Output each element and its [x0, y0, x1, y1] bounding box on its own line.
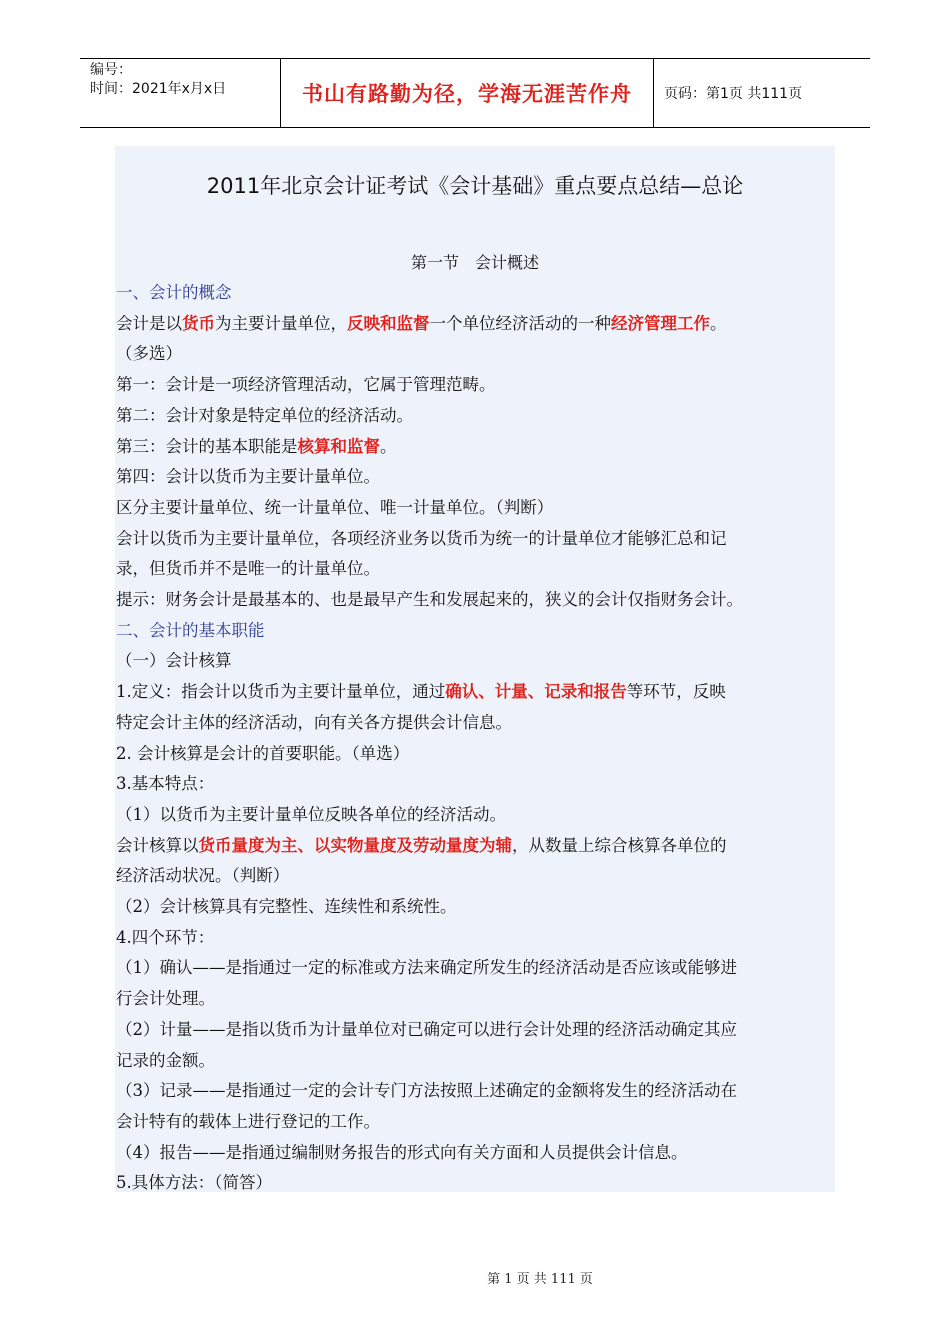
document-title: 2011年北京会计证考试《会计基础》重点要点总结—总论 [206, 174, 744, 198]
header-page-info: 页码：第1页 共111页 [664, 86, 803, 102]
paragraph: 第二：会计对象是特定单位的经济活动。 [116, 405, 413, 425]
paragraph: 3.基本特点： [116, 774, 215, 794]
page-footer: 第 1 页 共 111 页 [487, 1272, 593, 1287]
paragraph: 提示：财务会计是最基本的、也是最早产生和发展起来的，狭义的会计仅指财务会计。 [116, 590, 743, 610]
paragraph: 会计特有的载体上进行登记的工作。 [116, 1111, 380, 1131]
paragraph: 会计是以货币为主要计量单位，反映和监督一个单位经济活动的一种经济管理工作。 [116, 313, 727, 333]
paragraph: （多选） [116, 344, 182, 364]
heading-concept: 一、会计的概念 [116, 283, 232, 302]
paragraph: （2）计量——是指以货币为计量单位对已确定可以进行会计处理的经济活动确定其应 [116, 1019, 737, 1039]
paragraph: 记录的金额。 [116, 1050, 215, 1070]
paragraph: 经济活动状况。（判断） [116, 866, 290, 886]
heading-functions: 二、会计的基本职能 [116, 620, 265, 640]
paragraph: 第三：会计的基本职能是核算和监督。 [116, 436, 397, 456]
number-label: 编号： [90, 62, 132, 78]
document-body [115, 146, 835, 1192]
paragraph: 会计核算以货币量度为主、以实物量度及劳动量度为辅，从数量上综合核算各单位的 [116, 835, 727, 855]
paragraph: 第一：会计是一项经济管理活动，它属于管理范畴。 [116, 375, 496, 395]
paragraph: 1.定义：指会计以货币为主要计量单位，通过确认、计量、记录和报告等环节，反映 [116, 682, 726, 702]
paragraph: 录，但货币并不是唯一的计量单位。 [116, 559, 380, 579]
paragraph: 2. 会计核算是会计的首要职能。（单选） [116, 743, 410, 763]
paragraph: 行会计处理。 [116, 989, 215, 1009]
paragraph: 特定会计主体的经济活动，向有关各方提供会计信息。 [116, 712, 512, 732]
section-title: 第一节 会计概述 [410, 253, 539, 272]
body-text [116, 278, 836, 1199]
document-header [80, 58, 870, 128]
paragraph: （4）报告——是指通过编制财务报告的形式向有关方面和人员提供会计信息。 [116, 1142, 688, 1162]
paragraph: （1）以货币为主要计量单位反映各单位的经济活动。 [116, 804, 506, 824]
paragraph: （3）记录——是指通过一定的会计专门方法按照上述确定的金额将发生的经济活动在 [116, 1081, 737, 1101]
header-meta [80, 59, 280, 127]
paragraph: 会计以货币为主要计量单位，各项经济业务以货币为统一的计量单位才能够汇总和记 [116, 528, 727, 548]
date-label: 时间：2021年x月x日 [90, 81, 227, 97]
paragraph: （2）会计核算具有完整性、连续性和系统性。 [116, 897, 457, 917]
paragraph: （一）会计核算 [116, 651, 232, 671]
header-motto: 书山有路勤为径，学海无涯苦作舟 [280, 59, 654, 127]
paragraph: 第四：会计以货币为主要计量单位。 [116, 467, 380, 487]
paragraph: （1）确认——是指通过一定的标准或方法来确定所发生的经济活动是否应该或能够进 [116, 958, 737, 978]
paragraph: 区分主要计量单位、统一计量单位、唯一计量单位。（判断） [116, 497, 554, 517]
paragraph: 5.具体方法：（简答） [116, 1173, 272, 1193]
paragraph: 4.四个环节： [116, 927, 215, 947]
